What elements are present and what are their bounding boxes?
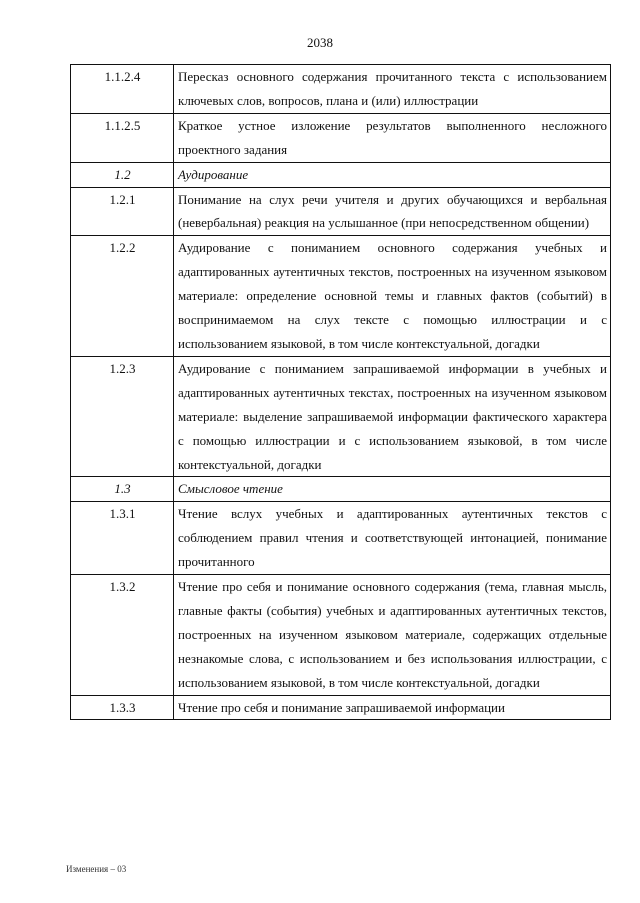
table-row <box>71 356 611 477</box>
section-row <box>71 162 611 187</box>
row-text: Аудирование с пониманием запрашиваемой информации в учебных и адаптированных аутентичных текстах, построенных на изученном языковом материале: выделение запрашиваемой информации фактического характера с помощью иллюстрации и с использованием языковой, в том числе контекстуальной, догадки <box>174 356 611 477</box>
section-row <box>71 477 611 502</box>
section-code: 1.3 <box>71 477 174 502</box>
row-code: 1.1.2.5 <box>71 113 174 162</box>
row-text: Краткое устное изложение результатов выполненного несложного проектного задания <box>174 113 611 162</box>
section-title: Смысловое чтение <box>174 477 611 502</box>
footer-revision: Изменения – 03 <box>66 864 127 874</box>
row-text: Понимание на слух речи учителя и других обучающихся и вербальная (невербальная) реакция на услышанное (при непосредственном общении) <box>174 187 611 236</box>
content-table <box>70 64 611 720</box>
row-code: 1.3.2 <box>71 575 174 696</box>
row-text: Чтение про себя и понимание основного содержания (тема, главная мысль, главные факты (события) учебных и адаптированных аутентичных текстов, построенных на изученном языковом материале, содержащих отдельные незнакомые слова, с использованием и без использования иллюстрации, с использованием языковой, в том числе контекстуальной, догадки <box>174 575 611 696</box>
row-code: 1.2.1 <box>71 187 174 236</box>
row-text: Чтение про себя и понимание запрашиваемой информации <box>174 695 611 720</box>
table-row <box>71 236 611 357</box>
table-row <box>71 502 611 575</box>
table-row <box>71 65 611 114</box>
table-row <box>71 575 611 696</box>
row-code: 1.3.1 <box>71 502 174 575</box>
row-code: 1.1.2.4 <box>71 65 174 114</box>
section-code: 1.2 <box>71 162 174 187</box>
row-code: 1.2.2 <box>71 236 174 357</box>
section-title: Аудирование <box>174 162 611 187</box>
row-text: Аудирование с пониманием основного содержания учебных и адаптированных аутентичных текстов, построенных на изученном языковом материале: определение основной темы и главных фактов (событий) в воспринимаемом на слух тексте с помощью иллюстрации и с использованием языковой, в том числе контекстуальной, догадки <box>174 236 611 357</box>
row-text: Пересказ основного содержания прочитанного текста с использованием ключевых слов, вопросов, плана и (или) иллюстрации <box>174 65 611 114</box>
page-number: 2038 <box>307 35 333 50</box>
table-row <box>71 113 611 162</box>
row-code: 1.3.3 <box>71 695 174 720</box>
table-row <box>71 695 611 720</box>
row-code: 1.2.3 <box>71 356 174 477</box>
table-row <box>71 187 611 236</box>
row-text: Чтение вслух учебных и адаптированных аутентичных текстов с соблюдением правил чтения и соответствующей интонацией, понимание прочитанного <box>174 502 611 575</box>
